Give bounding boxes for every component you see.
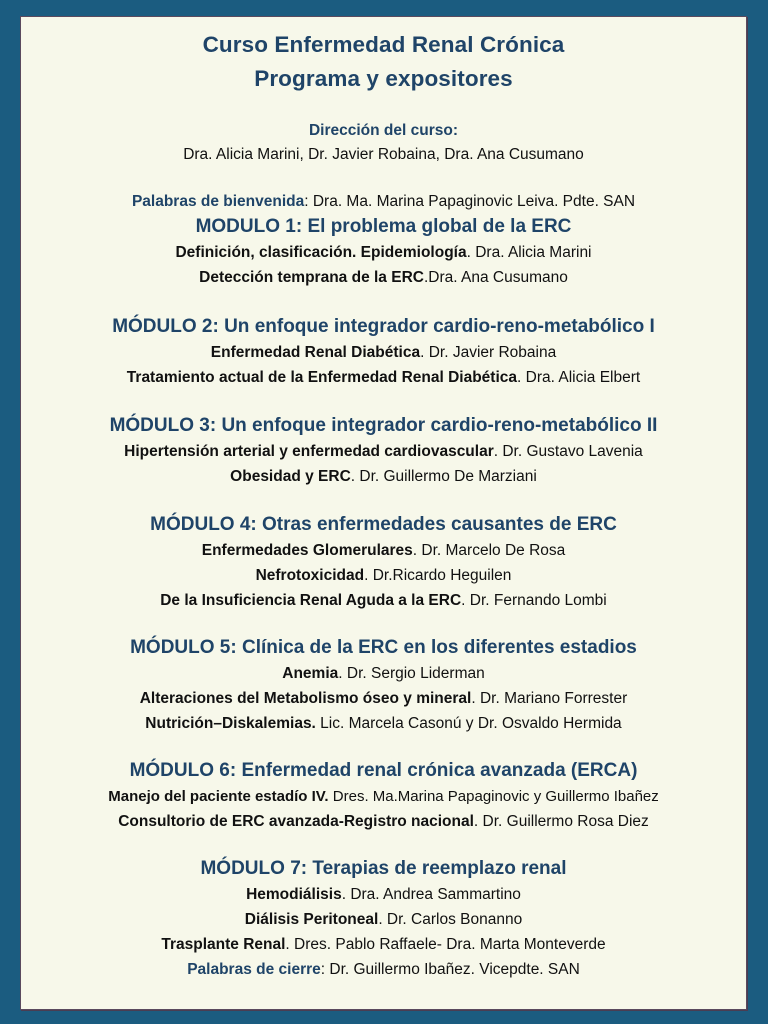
module-1-title: MODULO 1: El problema global de la ERC bbox=[195, 216, 572, 237]
talk-topic: De la Insuficiencia Renal Aguda a la ERC bbox=[160, 592, 462, 609]
course-subtitle: Programa y expositores bbox=[254, 66, 513, 91]
talk-speaker: . Dr. Sergio Liderman bbox=[338, 665, 485, 682]
talk-topic: Consultorio de ERC avanzada-Registro nacional bbox=[118, 813, 474, 830]
talk-speaker: .Dra. Ana Cusumano bbox=[423, 269, 568, 286]
talk-topic: Manejo del paciente estadío IV. bbox=[108, 788, 329, 805]
module-2-title: MÓDULO 2: Un enfoque integrador cardio-reno-metabólico I bbox=[112, 316, 655, 337]
talk-speaker: Lic. Marcela Casonú y Dr. Osvaldo Hermida bbox=[315, 715, 622, 732]
module-7-title: MÓDULO 7: Terapias de reemplazo renal bbox=[200, 858, 567, 879]
talk bbox=[21, 910, 746, 930]
direction-label: Dirección del curso: bbox=[308, 122, 458, 139]
module-6-title: MÓDULO 6: Enfermedad renal crónica avanzada (ERCA) bbox=[129, 760, 638, 781]
module-3-title: MÓDULO 3: Un enfoque integrador cardio-reno-metabólico II bbox=[109, 415, 658, 436]
closing-label: Palabras de cierre bbox=[187, 961, 321, 978]
program-panel bbox=[20, 16, 747, 1010]
talk bbox=[21, 664, 746, 684]
direction-names: Dra. Alicia Marini, Dr. Javier Robaina, Dra. Ana Cusumano bbox=[183, 146, 584, 163]
talk-topic: Obesidad y ERC bbox=[230, 468, 351, 485]
talk bbox=[21, 243, 746, 263]
talk-topic: Alteraciones del Metabolismo óseo y mineral bbox=[139, 690, 472, 707]
talk bbox=[21, 442, 746, 462]
talk-topic: Hipertensión arterial y enfermedad cardiovascular bbox=[124, 443, 494, 460]
closing-line bbox=[21, 960, 746, 980]
welcome-text: : Dra. Ma. Marina Papaginovic Leiva. Pdte. SAN bbox=[304, 193, 636, 210]
talk-topic: Tratamiento actual de la Enfermedad Renal Diabética bbox=[126, 369, 518, 386]
talk-topic: Detección temprana de la ERC bbox=[199, 269, 424, 286]
module-5-title: MÓDULO 5: Clínica de la ERC en los diferentes estadios bbox=[130, 637, 637, 658]
talk bbox=[21, 591, 746, 611]
welcome-line bbox=[21, 192, 746, 212]
talk bbox=[21, 368, 746, 388]
talk-topic: Enfermedad Renal Diabética bbox=[210, 344, 421, 361]
course-title: Curso Enfermedad Renal Crónica bbox=[202, 32, 565, 57]
talk bbox=[21, 541, 746, 561]
talk-speaker: Dres. Ma.Marina Papaginovic y Guillermo Ibañez bbox=[328, 788, 659, 805]
talk-topic: Anemia bbox=[282, 665, 339, 682]
talk-speaker: . Dr. Fernando Lombi bbox=[461, 592, 607, 609]
talk-speaker: . Dra. Andrea Sammartino bbox=[341, 886, 521, 903]
talk-topic: Diálisis Peritoneal bbox=[244, 911, 379, 928]
talk-topic: Enfermedades Glomerulares bbox=[201, 542, 413, 559]
talk bbox=[21, 467, 746, 487]
talk-speaker: . Dr. Javier Robaina bbox=[420, 344, 557, 361]
talk bbox=[21, 787, 746, 807]
talk-speaker: . Dr.Ricardo Heguilen bbox=[364, 567, 512, 584]
talk bbox=[21, 566, 746, 586]
talk-speaker: . Dra. Alicia Elbert bbox=[517, 369, 641, 386]
talk-speaker: . Dr. Carlos Bonanno bbox=[378, 911, 523, 928]
talk-speaker: . Dres. Pablo Raffaele- Dra. Marta Monteverde bbox=[285, 936, 606, 953]
talk-topic: Definición, clasificación. Epidemiología bbox=[175, 244, 467, 261]
talk-speaker: . Dr. Guillermo Rosa Diez bbox=[473, 813, 649, 830]
closing-text: : Dr. Guillermo Ibañez. Vicepdte. SAN bbox=[320, 961, 580, 978]
talk bbox=[21, 812, 746, 832]
module-4-title: MÓDULO 4: Otras enfermedades causantes de ERC bbox=[150, 514, 617, 535]
talk-speaker: . Dr. Marcelo De Rosa bbox=[412, 542, 566, 559]
talk-topic: Nutrición–Diskalemias. bbox=[145, 715, 316, 732]
talk bbox=[21, 268, 746, 288]
welcome-label: Palabras de bienvenida bbox=[131, 193, 305, 210]
talk bbox=[21, 343, 746, 363]
talk bbox=[21, 935, 746, 955]
talk-speaker: . Dr. Gustavo Lavenia bbox=[493, 443, 643, 460]
talk-speaker: . Dr. Mariano Forrester bbox=[471, 690, 628, 707]
talk bbox=[21, 714, 746, 734]
talk-speaker: . Dr. Guillermo De Marziani bbox=[350, 468, 537, 485]
talk-speaker: . Dra. Alicia Marini bbox=[466, 244, 592, 261]
talk-topic: Nefrotoxicidad bbox=[255, 567, 365, 584]
talk bbox=[21, 689, 746, 709]
talk-topic: Trasplante Renal bbox=[161, 936, 286, 953]
talk bbox=[21, 885, 746, 905]
talk-topic: Hemodiálisis bbox=[246, 886, 342, 903]
